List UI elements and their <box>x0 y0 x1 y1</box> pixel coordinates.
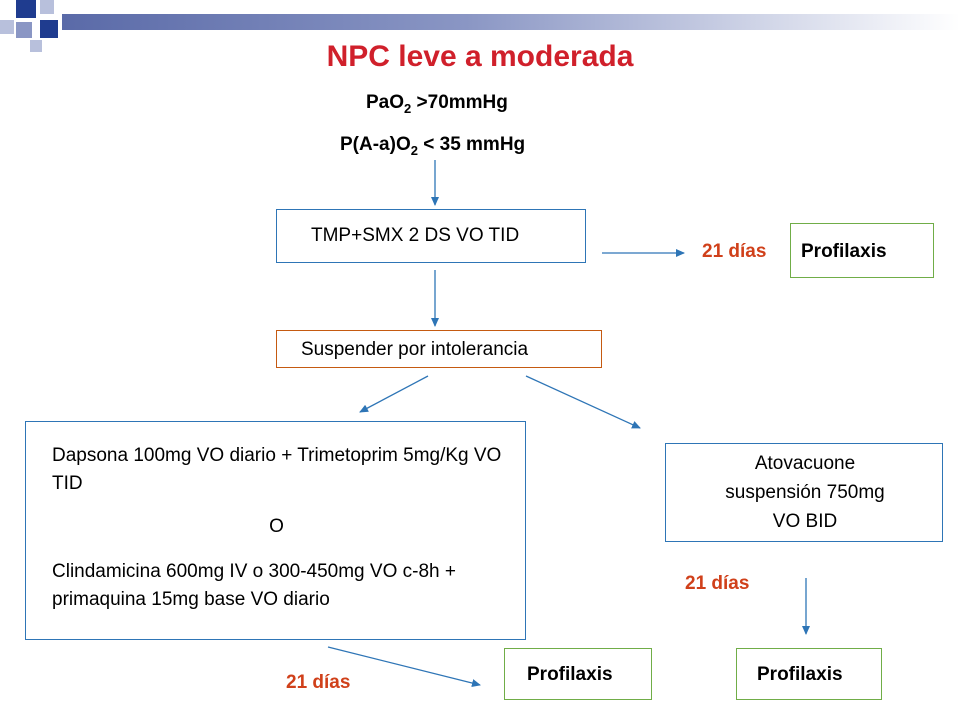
duration-label-bottom: 21 días <box>286 672 351 693</box>
aa-prefix: P(A-a)O <box>340 134 411 155</box>
alternative-right-box <box>665 443 943 542</box>
alternative-separator: O <box>269 516 284 537</box>
prophylaxis-text-top: Profilaxis <box>801 241 887 262</box>
aa-subscript: 2 <box>410 142 418 158</box>
aa-suffix: < 35 mmHg <box>417 134 526 155</box>
alternative-left-box <box>25 421 526 640</box>
alternative-option-2: Clindamicina 600mg IV o 300-450mg VO c-8h + primaquina 15mg base VO diario <box>52 561 456 610</box>
prophylaxis-text-left: Profilaxis <box>527 664 613 685</box>
prophylaxis-box-right <box>736 648 882 700</box>
alternative-option-1: Dapsona 100mg VO diario + Trimetoprim 5mg/Kg VO TID <box>52 445 502 494</box>
first-line-text: TMP+SMX 2 DS VO TID <box>311 225 520 246</box>
prophylaxis-box-left <box>504 648 652 700</box>
intolerance-box <box>276 330 602 368</box>
slide-title: NPC leve a moderada <box>326 40 634 73</box>
atovaquone-line-2: suspensión 750mg <box>725 482 885 503</box>
atovaquone-line-1: Atovacuone <box>754 453 856 474</box>
prophylaxis-box-top <box>790 223 934 278</box>
atovaquone-line-3: VO BID <box>772 511 838 532</box>
prophylaxis-text-right: Profilaxis <box>757 664 843 685</box>
pao2-prefix: PaO <box>366 92 405 113</box>
pao2-subscript: 2 <box>404 100 412 116</box>
duration-label-right: 21 días <box>685 573 750 594</box>
pao2-suffix: >70mmHg <box>411 92 508 113</box>
arrow-suspend-to-left <box>360 376 428 412</box>
duration-label-top: 21 días <box>702 241 767 262</box>
arrow-suspend-to-right <box>526 376 640 428</box>
intolerance-text: Suspender por intolerancia <box>301 339 529 360</box>
arrow-left-to-prophylaxis <box>328 647 480 685</box>
first-line-box <box>276 209 586 263</box>
